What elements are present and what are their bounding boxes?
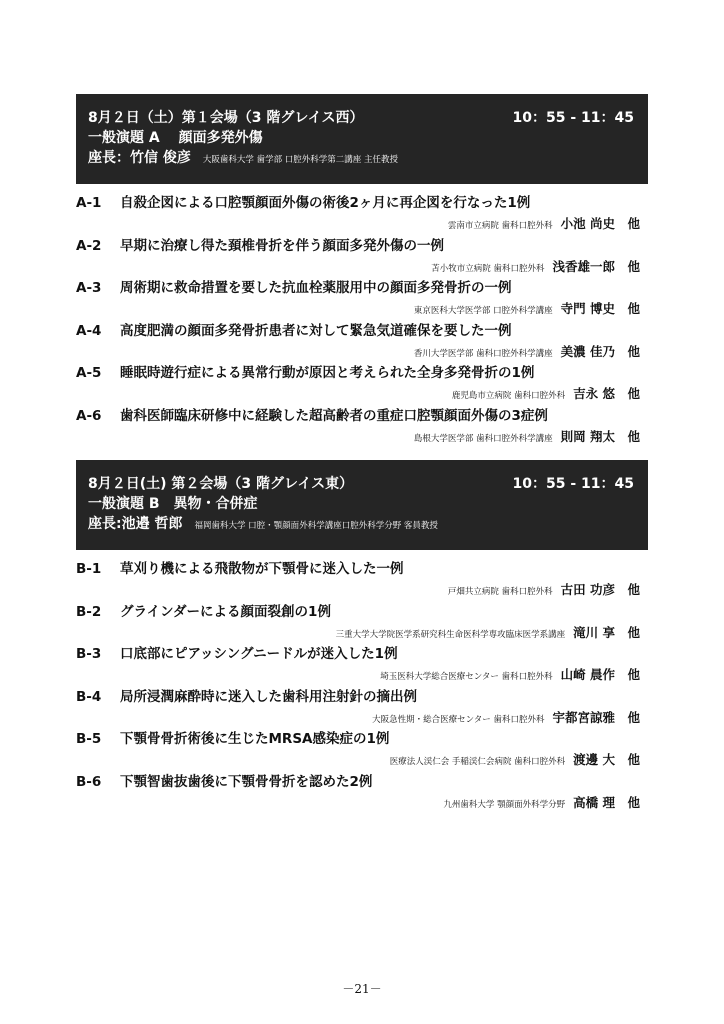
talk-item <box>76 364 648 407</box>
chair-name: 座長:池邉 哲郎 <box>88 516 183 532</box>
talk-id: B-1 <box>76 561 102 577</box>
session-time: 10：55 - 11：45 <box>512 110 634 126</box>
talk-title: 早期に治療し得た頚椎骨折を伴う顔面多発外傷の一例 <box>120 237 444 254</box>
talk-item <box>76 560 648 603</box>
talk-title: 下顎智歯抜歯後に下顎骨骨折を認めた2例 <box>120 773 373 790</box>
talk-author: 小池 尚史 他 <box>560 216 640 231</box>
talk-id: B-5 <box>76 731 102 747</box>
talk-id: A-1 <box>76 195 102 211</box>
talk-author: 宇都宮諒雅 他 <box>552 709 640 725</box>
talk-item <box>76 645 648 688</box>
chair <box>88 148 636 168</box>
talk-affiliation: 鹿児島市立病院 歯科口腔外科 <box>451 391 566 401</box>
session-title: 一般演題 A 顔面多発外傷 <box>88 130 263 146</box>
talk-item <box>76 407 648 450</box>
talk-author: 古田 功彦 他 <box>560 582 640 597</box>
talk-id: B-4 <box>76 688 102 705</box>
session-date-venue: 8月２日（土）第１会場（3 階グレイス西） <box>88 110 364 126</box>
talk-affiliation: 苫小牧市立病院 歯科口腔外科 <box>431 263 545 274</box>
talk-affiliation: 雲南市立病院 歯科口腔外科 <box>447 221 553 231</box>
talk-title: グラインダーによる顔面裂創の1例 <box>120 603 331 620</box>
talk-id: A-2 <box>76 237 102 254</box>
talk-title: 自殺企図による口腔顎顔面外傷の術後2ヶ月に再企図を行なった1例 <box>120 195 531 211</box>
talk-item <box>76 688 648 731</box>
talk-affiliation: 香川大学医学部 歯科口腔外科学講座 <box>413 348 553 359</box>
talk-author: 山崎 晨作 他 <box>560 667 640 682</box>
talk-author: 浅香雄一郎 他 <box>552 258 640 274</box>
session-time: 10：55 - 11：45 <box>512 476 634 492</box>
talk-title: 歯科医師臨床研修中に経験した超高齢者の重症口腔顎顔面外傷の3症例 <box>120 407 548 424</box>
talk-author: 吉永 悠 他 <box>573 386 640 401</box>
chair-affiliation: 福岡歯科大学 口腔・顎顔面外科学講座口腔外科学分野 客員教授 <box>194 521 438 531</box>
session-title: 一般演題 B 異物・合併症 <box>88 496 258 512</box>
talk-id: A-4 <box>76 322 102 339</box>
talk-affiliation: 大阪急性期・総合医療センター 歯科口腔外科 <box>372 714 545 725</box>
talk-item <box>76 730 648 773</box>
session-a <box>76 94 648 449</box>
talk-id: B-3 <box>76 646 102 662</box>
talk-author: 寺門 博史 他 <box>560 301 640 316</box>
talk-list <box>76 560 648 815</box>
talk-title: 下顎骨骨折術後に生じたMRSA感染症の1例 <box>120 731 390 747</box>
chair-affiliation: 大阪歯科大学 歯学部 口腔外科学第二講座 主任教授 <box>202 155 398 165</box>
talk-id: A-6 <box>76 407 102 424</box>
talk-author: 滝川 享 他 <box>573 624 640 640</box>
talk-affiliation: 島根大学医学部 歯科口腔外科学講座 <box>413 433 553 444</box>
session-b <box>76 460 648 815</box>
talk-title: 周術期に救命措置を要した抗血栓薬服用中の顔面多発骨折の一例 <box>120 280 512 296</box>
talk-title: 草刈り機による飛散物が下顎骨に迷入した一例 <box>120 561 404 577</box>
talk-author: 高橋 理 他 <box>573 794 640 810</box>
talk-id: B-2 <box>76 603 102 620</box>
talk-item <box>76 322 648 365</box>
talk-affiliation: 東京医科大学医学部 口腔外科学講座 <box>413 306 553 316</box>
talk-author: 則岡 翔太 他 <box>560 428 640 444</box>
talk-affiliation: 医療法人渓仁会 手稲渓仁会病院 歯科口腔外科 <box>389 757 566 767</box>
talk-author: 美濃 佳乃 他 <box>560 343 640 359</box>
talk-affiliation: 戸畑共立病院 歯科口腔外科 <box>447 587 553 597</box>
talk-title: 口底部にピアッシングニードルが迷入した1例 <box>120 646 398 662</box>
talk-id: B-6 <box>76 773 102 790</box>
talk-id: A-3 <box>76 280 102 296</box>
talk-affiliation: 三重大学大学院医学系研究科生命医科学専攻臨床医学系講座 <box>335 629 566 640</box>
talk-affiliation: 九州歯科大学 顎顔面外科学分野 <box>443 799 566 810</box>
session-header <box>76 94 648 184</box>
talk-title: 睡眠時遊行症による異常行動が原因と考えられた全身多発骨折の1例 <box>120 365 535 381</box>
talk-list <box>76 194 648 449</box>
talk-item <box>76 773 648 816</box>
talk-author: 渡邊 大 他 <box>573 752 640 767</box>
session-header <box>76 460 648 550</box>
talk-id: A-5 <box>76 365 102 381</box>
session-date-venue: 8月２日(土) 第２会場（3 階グレイス東） <box>88 476 354 492</box>
talk-item <box>76 603 648 646</box>
chair-name: 座長：竹信 俊彦 <box>88 150 191 166</box>
talk-affiliation: 埼玉医科大学総合医療センター 歯科口腔外科 <box>380 672 553 682</box>
talk-item <box>76 237 648 280</box>
talk-title: 高度肥満の顔面多発骨折患者に対して緊急気道確保を要した一例 <box>120 322 512 339</box>
talk-item <box>76 194 648 237</box>
talk-title: 局所浸潤麻酔時に迷入した歯科用注射針の摘出例 <box>120 688 417 705</box>
chair <box>88 514 636 534</box>
talk-item <box>76 279 648 322</box>
page-number: －21－ <box>342 982 382 996</box>
